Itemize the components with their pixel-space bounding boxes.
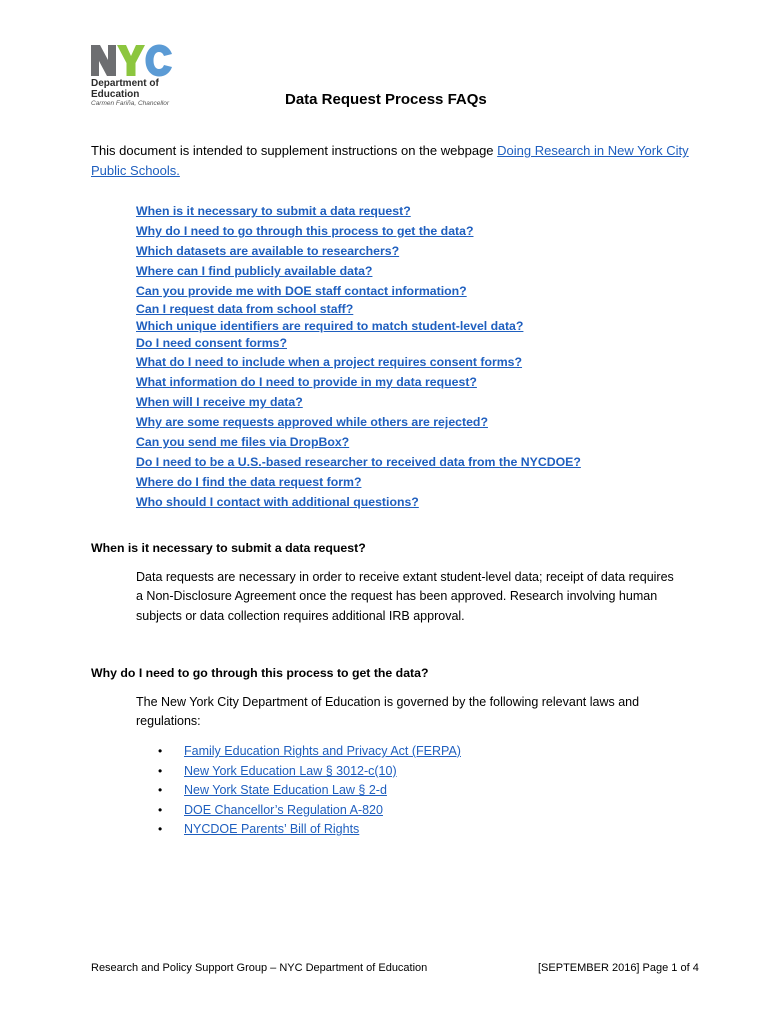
page-title: Data Request Process FAQs [285,91,487,108]
footer-page-info: [SEPTEMBER 2016] Page 1 of 4 [538,962,699,974]
section-heading-when: When is it necessary to submit a data request? [91,541,366,555]
logo-letter-c [146,45,173,77]
faq-item [136,352,581,372]
doing-research-link[interactable]: Doing Research in New York City Public Schools. [91,143,689,178]
bullet-icon: • [158,763,163,778]
faq-link[interactable]: What do I need to include when a project requires consent forms? [136,355,523,369]
intro-paragraph [91,141,691,181]
law-link[interactable]: New York Education Law § 3012-c(10) [184,763,397,778]
nyc-doe-logo [91,44,181,108]
logo-department-text: Department of [91,78,159,89]
law-link[interactable]: Family Education Rights and Privacy Act (FERPA) [184,744,461,758]
faq-item [136,301,581,318]
faq-item [136,372,581,392]
faq-link[interactable]: Do I need consent forms? [136,336,287,350]
faq-link[interactable]: Why are some requests approved while others are rejected? [136,415,488,429]
law-list-item [136,762,461,782]
logo-letter-n [91,45,116,76]
logo-chancellor-text: Carmen Fariña, Chancellor [91,100,170,107]
faq-item [136,472,581,492]
law-list-item [136,820,461,840]
faq-link[interactable]: Where can I find publicly available data? [136,264,373,278]
faq-item [136,452,581,472]
faq-link[interactable]: Do I need to be a U.S.-based researcher to received data from the NYCDOE? [136,455,581,469]
faq-link[interactable]: Where do I find the data request form? [136,475,362,489]
bullet-icon: • [158,802,163,817]
faq-link[interactable]: Who should I contact with additional questions? [136,495,419,509]
faq-link[interactable]: Can I request data from school staff? [136,302,354,316]
faq-item [136,201,581,221]
faq-item [136,492,581,512]
faq-item [136,281,581,301]
faq-link[interactable]: Which unique identifiers are required to match student-level data? [136,319,524,333]
faq-link[interactable]: What information do I need to provide in my data request? [136,375,477,389]
footer-left-text: Research and Policy Support Group – NYC Department of Education [91,962,428,974]
faq-link[interactable]: When will I receive my data? [136,395,303,409]
faq-item [136,392,581,412]
bullet-icon: • [158,783,163,798]
faq-link[interactable]: Can you provide me with DOE staff contact information? [136,284,467,298]
law-list-item [136,742,461,762]
faq-item [136,412,581,432]
law-list-item [136,781,461,801]
law-link[interactable]: New York State Education Law § 2-d [184,783,387,798]
logo-education-text: Education [91,89,140,100]
faq-question-list [136,201,581,512]
law-link[interactable]: DOE Chancellor’s Regulation A-820 [184,802,383,817]
bullet-icon: • [158,822,163,837]
faq-item [136,432,581,452]
faq-item [136,318,581,335]
faq-item [136,241,581,261]
law-link[interactable]: NYCDOE Parents’ Bill of Rights [184,822,360,837]
faq-item [136,261,581,281]
faq-link[interactable]: Can you send me files via DropBox? [136,435,350,449]
nyc-logo-mark [91,44,173,77]
law-list-item [136,801,461,821]
section-heading-why: Why do I need to go through this process to get the data? [91,666,429,680]
section-body-why: The New York City Department of Education is governed by the following relevant laws and regulations: [136,695,640,729]
logo-letter-y [117,45,145,76]
faq-link[interactable]: When is it necessary to submit a data request? [136,204,411,218]
bullet-icon: • [158,744,163,758]
faq-link[interactable]: Which datasets are available to researchers? [136,244,400,258]
laws-list [136,742,461,840]
section-body-when: Data requests are necessary in order to receive extant student-level data; receipt of data requires a Non-Disclosure Agreement once the request has been approved. Research involving human subjects or data collection requires additional IRB approval. [136,570,674,623]
faq-link[interactable]: Why do I need to go through this process to get the data? [136,224,474,238]
intro-text: This document is intended to supplement instructions on the webpage [91,143,498,158]
faq-item [136,335,581,352]
faq-item [136,221,581,241]
